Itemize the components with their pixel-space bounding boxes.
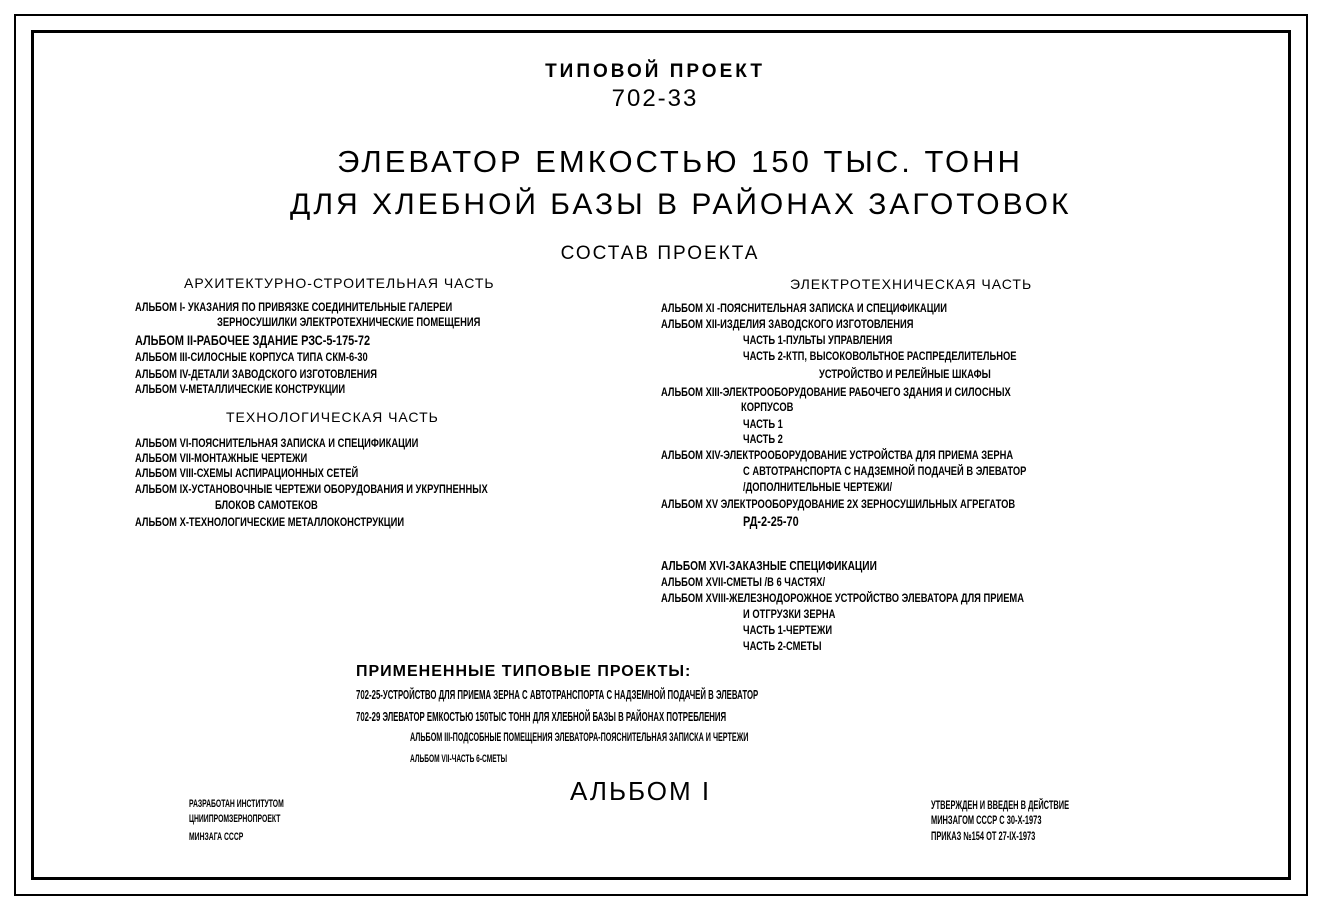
list-item: ЗЕРНОСУШИЛКИ ЭЛЕКТРОТЕХНИЧЕСКИЕ ПОМЕЩЕНИЯ	[217, 315, 481, 329]
list-item: БЛОКОВ САМОТЕКОВ	[215, 498, 318, 512]
elec-section-heading: ЭЛЕКТРОТЕХНИЧЕСКАЯ ЧАСТЬ	[790, 276, 1033, 292]
list-item: АЛЬБОМ III-ПОДСОБНЫЕ ПОМЕЩЕНИЯ ЭЛЕВАТОРА-ПОЯСНИТЕЛЬНАЯ ЗАПИСКА И ЧЕРТЕЖИ	[410, 730, 749, 744]
list-item: АЛЬБОМ X-ТЕХНОЛОГИЧЕСКИЕ МЕТАЛЛОКОНСТРУКЦИИ	[135, 515, 405, 529]
list-item: АЛЬБОМ XVI-ЗАКАЗНЫЕ СПЕЦИФИКАЦИИ	[661, 558, 877, 573]
list-item: ЧАСТЬ 1	[743, 417, 783, 431]
list-item: АЛЬБОМ V-МЕТАЛЛИЧЕСКИЕ КОНСТРУКЦИИ	[135, 382, 346, 396]
footer-line: МИНЗАГА СССР	[189, 831, 244, 843]
composition-heading: СОСТАВ ПРОЕКТА	[560, 243, 760, 264]
header-project-number: 702-33	[611, 85, 699, 112]
list-item: С АВТОТРАНСПОРТА С НАДЗЕМНОЙ ПОДАЧЕЙ В ЭЛЕВАТОР	[743, 464, 1027, 478]
list-item: АЛЬБОМ IX-УСТАНОВОЧНЫЕ ЧЕРТЕЖИ ОБОРУДОВАНИЯ И УКРУПНЕННЫХ	[135, 482, 488, 496]
list-item: ЧАСТЬ 2-СМЕТЫ	[743, 639, 822, 653]
list-item: АЛЬБОМ XVIII-ЖЕЛЕЗНОДОРОЖНОЕ УСТРОЙСТВО ЭЛЕВАТОРА ДЛЯ ПРИЕМА	[661, 591, 1024, 605]
list-item: АЛЬБОМ IV-ДЕТАЛИ ЗАВОДСКОГО ИЗГОТОВЛЕНИЯ	[135, 367, 377, 381]
footer-line: РАЗРАБОТАН ИНСТИТУТОМ	[189, 798, 284, 810]
list-item: АЛЬБОМ III-СИЛОСНЫЕ КОРПУСА ТИПА СКМ-6-30	[135, 350, 368, 364]
tech-section-heading: ТЕХНОЛОГИЧЕСКАЯ ЧАСТЬ	[226, 409, 439, 425]
list-item: АЛЬБОМ VIII-СХЕМЫ АСПИРАЦИОННЫХ СЕТЕЙ	[135, 466, 359, 480]
list-item: ЧАСТЬ 1-ЧЕРТЕЖИ	[743, 623, 833, 637]
list-item: АЛЬБОМ XIII-ЭЛЕКТРООБОРУДОВАНИЕ РАБОЧЕГО ЗДАНИЯ И СИЛОСНЫХ	[661, 385, 1011, 399]
list-item: ЧАСТЬ 2	[743, 432, 783, 446]
applied-projects-heading: ПРИМЕНЕННЫЕ ТИПОВЫЕ ПРОЕКТЫ:	[356, 663, 692, 680]
footer-line: ПРИКАЗ №154 ОТ 27-IX-1973	[931, 829, 1036, 843]
list-item: 702-29 ЭЛЕВАТОР ЕМКОСТЬЮ 150ТЫС ТОНН ДЛЯ ХЛЕБНОЙ БАЗЫ В РАЙОНАХ ПОТРЕБЛЕНИЯ	[356, 709, 727, 724]
list-item: АЛЬБОМ XI -ПОЯСНИТЕЛЬНАЯ ЗАПИСКА И СПЕЦИФИКАЦИИ	[661, 301, 947, 315]
list-item: АЛЬБОМ XIV-ЭЛЕКТРООБОРУДОВАНИЕ УСТРОЙСТВА ДЛЯ ПРИЕМА ЗЕРНА	[661, 448, 1014, 462]
footer-line: ЦНИИПРОМЗЕРНОПРОЕКТ	[189, 813, 281, 825]
title-line-1: ЭЛЕВАТОР ЕМКОСТЬЮ 150 ТЫС. ТОНН	[337, 144, 1023, 179]
footer-line: УТВЕРЖДЕН И ВВЕДЕН В ДЕЙСТВИЕ	[931, 798, 1070, 812]
list-item: УСТРОЙСТВО И РЕЛЕЙНЫЕ ШКАФЫ	[819, 367, 991, 381]
album-label: АЛЬБОМ I	[570, 776, 712, 806]
footer-line: МИНЗАГОМ СССР С 30-X-1973	[931, 813, 1042, 827]
list-item: И ОТГРУЗКИ ЗЕРНА	[743, 607, 836, 621]
list-item: АЛЬБОМ VI-ПОЯСНИТЕЛЬНАЯ ЗАПИСКА И СПЕЦИФИКАЦИИ	[135, 436, 419, 450]
list-item: РД-2-25-70	[743, 513, 799, 529]
list-item: АЛЬБОМ XVII-СМЕТЫ /В 6 ЧАСТЯХ/	[661, 575, 826, 589]
list-item: ЧАСТЬ 1-ПУЛЬТЫ УПРАВЛЕНИЯ	[743, 333, 893, 347]
list-item: ЧАСТЬ 2-КТП, ВЫСОКОВОЛЬТНОЕ РАСПРЕДЕЛИТЕЛЬНОЕ	[743, 349, 1017, 363]
list-item: АЛЬБОМ I- УКАЗАНИЯ ПО ПРИВЯЗКЕ СОЕДИНИТЕЛЬНЫЕ ГАЛЕРЕИ	[135, 300, 453, 314]
list-item: АЛЬБОМ II-РАБОЧЕЕ ЗДАНИЕ РЗС-5-175-72	[135, 332, 371, 348]
arch-section-heading: АРХИТЕКТУРНО-СТРОИТЕЛЬНАЯ ЧАСТЬ	[184, 275, 495, 291]
list-item: АЛЬБОМ XII-ИЗДЕЛИЯ ЗАВОДСКОГО ИЗГОТОВЛЕНИЯ	[661, 317, 914, 331]
list-item: АЛЬБОМ XV ЭЛЕКТРООБОРУДОВАНИЕ 2Х ЗЕРНОСУШИЛЬНЫХ АГРЕГАТОВ	[661, 497, 1016, 511]
list-item: КОРПУСОВ	[741, 400, 794, 414]
list-item: /ДОПОЛНИТЕЛЬНЫЕ ЧЕРТЕЖИ/	[743, 480, 893, 494]
list-item: 702-25-УСТРОЙСТВО ДЛЯ ПРИЕМА ЗЕРНА С АВТОТРАНСПОРТА С НАДЗЕМНОЙ ПОДАЧЕЙ В ЭЛЕВАТОР	[356, 687, 759, 702]
list-item: АЛЬБОМ VII-МОНТАЖНЫЕ ЧЕРТЕЖИ	[135, 451, 308, 465]
title-line-2: ДЛЯ ХЛЕБНОЙ БАЗЫ В РАЙОНАХ ЗАГОТОВОК	[290, 188, 1072, 221]
list-item: АЛЬБОМ VII-ЧАСТЬ 6-СМЕТЫ	[410, 753, 508, 765]
header-type-project: ТИПОВОЙ ПРОЕКТ	[545, 61, 765, 82]
